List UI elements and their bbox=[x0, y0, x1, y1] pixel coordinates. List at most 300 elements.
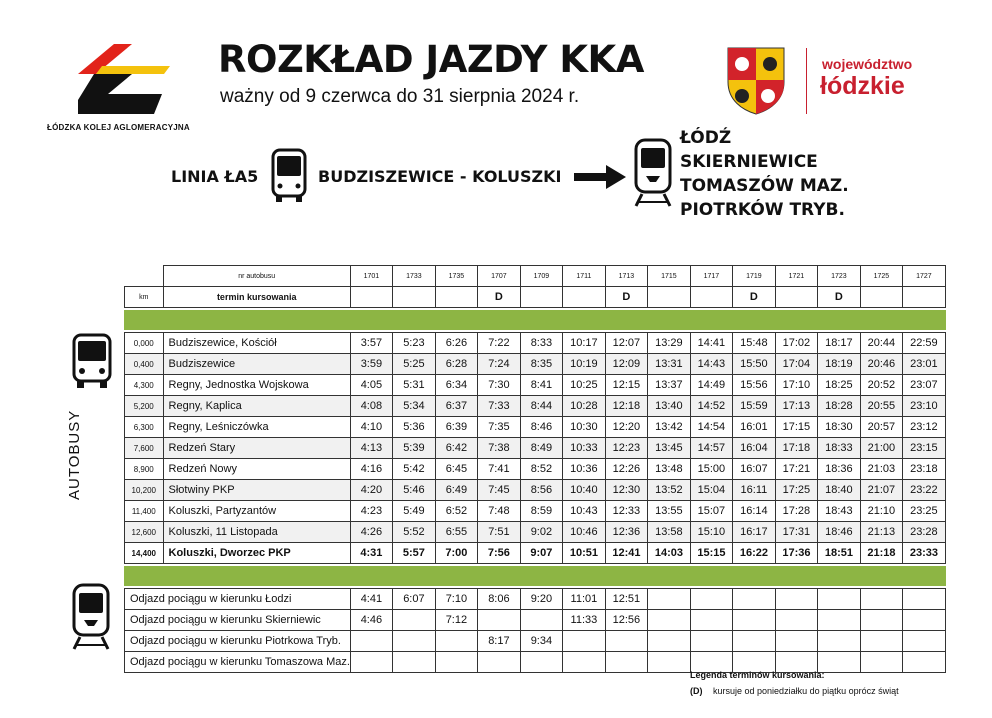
time-cell: 18:46 bbox=[817, 522, 860, 543]
time-cell: 4:23 bbox=[350, 501, 392, 522]
time-cell: 16:14 bbox=[732, 501, 775, 522]
coat-of-arms-icon bbox=[726, 46, 786, 116]
time-cell: 5:36 bbox=[392, 417, 435, 438]
stop-row bbox=[125, 438, 946, 459]
time-cell: 4:08 bbox=[350, 396, 392, 417]
train-time-cell bbox=[690, 631, 732, 652]
green-divider bbox=[125, 311, 946, 330]
train-time-cell bbox=[817, 610, 860, 631]
time-cell: 7:56 bbox=[477, 543, 520, 564]
bus-number: 1713 bbox=[605, 266, 647, 287]
time-cell: 9:02 bbox=[520, 522, 562, 543]
train-time-cell: 8:17 bbox=[477, 631, 520, 652]
time-cell: 8:33 bbox=[520, 333, 562, 354]
km-cell: 11,400 bbox=[125, 501, 164, 522]
km-cell: 6,300 bbox=[125, 417, 164, 438]
timetable bbox=[124, 265, 946, 673]
time-cell: 15:50 bbox=[732, 354, 775, 375]
time-cell: 21:13 bbox=[860, 522, 902, 543]
stop-row bbox=[125, 375, 946, 396]
km-cell: 10,200 bbox=[125, 480, 164, 501]
train-time-cell bbox=[647, 589, 690, 610]
time-cell: 6:45 bbox=[435, 459, 477, 480]
time-cell: 23:12 bbox=[902, 417, 945, 438]
time-cell: 8:59 bbox=[520, 501, 562, 522]
section-label-buses: AUTOBUSY bbox=[66, 409, 83, 500]
time-cell: 8:56 bbox=[520, 480, 562, 501]
divider-top bbox=[125, 311, 946, 330]
time-cell: 21:07 bbox=[860, 480, 902, 501]
bus-number: 1723 bbox=[817, 266, 860, 287]
legend-code: (D) bbox=[690, 686, 703, 696]
train-direction: Odjazd pociągu w kierunku Łodzi bbox=[125, 589, 351, 610]
time-cell: 18:28 bbox=[817, 396, 860, 417]
time-cell: 6:42 bbox=[435, 438, 477, 459]
time-cell: 16:22 bbox=[732, 543, 775, 564]
time-cell: 13:42 bbox=[647, 417, 690, 438]
time-cell: 23:10 bbox=[902, 396, 945, 417]
stop-name: Redzeń Stary bbox=[163, 438, 350, 459]
term-cell: D bbox=[477, 287, 520, 308]
time-cell: 8:35 bbox=[520, 354, 562, 375]
time-cell: 23:18 bbox=[902, 459, 945, 480]
stop-row bbox=[125, 396, 946, 417]
train-time-cell bbox=[690, 589, 732, 610]
time-cell: 15:59 bbox=[732, 396, 775, 417]
train-time-cell bbox=[817, 589, 860, 610]
time-cell: 21:00 bbox=[860, 438, 902, 459]
time-cell: 10:36 bbox=[562, 459, 605, 480]
time-cell: 4:05 bbox=[350, 375, 392, 396]
train-time-cell bbox=[732, 631, 775, 652]
time-cell: 16:07 bbox=[732, 459, 775, 480]
time-cell: 15:07 bbox=[690, 501, 732, 522]
km-cell: 0,000 bbox=[125, 333, 164, 354]
time-cell: 13:37 bbox=[647, 375, 690, 396]
time-cell: 21:03 bbox=[860, 459, 902, 480]
train-time-cell bbox=[435, 652, 477, 673]
time-cell: 17:21 bbox=[775, 459, 817, 480]
km-cell: 14,400 bbox=[125, 543, 164, 564]
time-cell: 15:56 bbox=[732, 375, 775, 396]
term-cell bbox=[392, 287, 435, 308]
time-cell: 12:09 bbox=[605, 354, 647, 375]
stop-row bbox=[125, 501, 946, 522]
time-cell: 12:30 bbox=[605, 480, 647, 501]
train-time-cell bbox=[860, 631, 902, 652]
bus-number: 1727 bbox=[902, 266, 945, 287]
time-cell: 3:57 bbox=[350, 333, 392, 354]
term-cell bbox=[647, 287, 690, 308]
time-cell: 13:58 bbox=[647, 522, 690, 543]
time-cell: 23:07 bbox=[902, 375, 945, 396]
bus-side-icon bbox=[70, 333, 114, 391]
train-time-cell bbox=[902, 610, 945, 631]
bus-number: 1719 bbox=[732, 266, 775, 287]
time-cell: 6:55 bbox=[435, 522, 477, 543]
term-cell bbox=[435, 287, 477, 308]
stop-row bbox=[125, 480, 946, 501]
destination-item: ŁÓDŹ bbox=[680, 128, 732, 148]
train-time-cell bbox=[435, 631, 477, 652]
legend-title: Legenda terminów kursowania: bbox=[690, 670, 825, 680]
time-cell: 10:51 bbox=[562, 543, 605, 564]
time-cell: 20:46 bbox=[860, 354, 902, 375]
train-time-cell: 6:07 bbox=[392, 589, 435, 610]
stop-name: Budziszewice, Kościół bbox=[163, 333, 350, 354]
stop-name: Regny, Jednostka Wojskowa bbox=[163, 375, 350, 396]
time-cell: 10:19 bbox=[562, 354, 605, 375]
time-cell: 14:43 bbox=[690, 354, 732, 375]
train-time-cell bbox=[775, 610, 817, 631]
time-cell: 7:38 bbox=[477, 438, 520, 459]
time-cell: 20:55 bbox=[860, 396, 902, 417]
train-time-cell bbox=[520, 610, 562, 631]
time-cell: 4:31 bbox=[350, 543, 392, 564]
train-icon bbox=[632, 138, 674, 208]
bus-number: 1735 bbox=[435, 266, 477, 287]
train-time-cell bbox=[647, 610, 690, 631]
time-cell: 10:25 bbox=[562, 375, 605, 396]
km-cell: 7,600 bbox=[125, 438, 164, 459]
train-time-cell bbox=[647, 631, 690, 652]
time-cell: 23:33 bbox=[902, 543, 945, 564]
time-cell: 8:49 bbox=[520, 438, 562, 459]
stop-name: Regny, Leśniczówka bbox=[163, 417, 350, 438]
time-cell: 17:18 bbox=[775, 438, 817, 459]
arrow-right-icon bbox=[574, 165, 626, 189]
time-cell: 7:33 bbox=[477, 396, 520, 417]
train-direction: Odjazd pociągu w kierunku Piotrkowa Tryb. bbox=[125, 631, 351, 652]
time-cell: 10:17 bbox=[562, 333, 605, 354]
time-cell: 23:22 bbox=[902, 480, 945, 501]
time-cell: 18:33 bbox=[817, 438, 860, 459]
train-time-cell: 11:01 bbox=[562, 589, 605, 610]
time-cell: 15:48 bbox=[732, 333, 775, 354]
time-cell: 16:04 bbox=[732, 438, 775, 459]
time-cell: 13:52 bbox=[647, 480, 690, 501]
train-time-cell bbox=[775, 589, 817, 610]
time-cell: 5:25 bbox=[392, 354, 435, 375]
logo-caption: ŁÓDZKA KOLEJ AGLOMERACYJNA bbox=[47, 123, 190, 132]
stop-name: Regny, Kaplica bbox=[163, 396, 350, 417]
time-cell: 13:48 bbox=[647, 459, 690, 480]
time-cell: 5:42 bbox=[392, 459, 435, 480]
time-cell: 17:15 bbox=[775, 417, 817, 438]
time-cell: 7:24 bbox=[477, 354, 520, 375]
time-cell: 6:28 bbox=[435, 354, 477, 375]
legend-row bbox=[690, 686, 899, 696]
time-cell: 10:40 bbox=[562, 480, 605, 501]
bus-number: 1707 bbox=[477, 266, 520, 287]
train-time-cell: 9:34 bbox=[520, 631, 562, 652]
train-time-cell bbox=[732, 589, 775, 610]
time-cell: 13:31 bbox=[647, 354, 690, 375]
stop-name: Słotwiny PKP bbox=[163, 480, 350, 501]
term-label: termin kursowania bbox=[163, 287, 350, 308]
stop-row bbox=[125, 543, 946, 564]
train-time-cell bbox=[817, 631, 860, 652]
train-time-cell bbox=[902, 652, 945, 673]
term-cell bbox=[520, 287, 562, 308]
bus-number: 1725 bbox=[860, 266, 902, 287]
km-cell: 4,300 bbox=[125, 375, 164, 396]
km-cell: 8,900 bbox=[125, 459, 164, 480]
page-subtitle: ważny od 9 czerwca do 31 sierpnia 2024 r. bbox=[220, 86, 580, 107]
train-row bbox=[125, 589, 946, 610]
train-time-cell bbox=[562, 652, 605, 673]
time-cell: 16:11 bbox=[732, 480, 775, 501]
train-time-cell bbox=[902, 589, 945, 610]
time-cell: 13:45 bbox=[647, 438, 690, 459]
region-name-small: województwo bbox=[822, 56, 913, 72]
train-time-cell bbox=[732, 610, 775, 631]
time-cell: 3:59 bbox=[350, 354, 392, 375]
time-cell: 8:52 bbox=[520, 459, 562, 480]
km-label: km bbox=[125, 287, 164, 308]
time-cell: 21:10 bbox=[860, 501, 902, 522]
train-time-cell bbox=[350, 652, 392, 673]
time-cell: 8:46 bbox=[520, 417, 562, 438]
time-cell: 6:49 bbox=[435, 480, 477, 501]
train-time-cell bbox=[775, 631, 817, 652]
train-time-cell: 12:51 bbox=[605, 589, 647, 610]
train-time-cell: 7:10 bbox=[435, 589, 477, 610]
time-cell: 10:43 bbox=[562, 501, 605, 522]
time-cell: 15:00 bbox=[690, 459, 732, 480]
green-divider bbox=[125, 567, 946, 586]
time-cell: 7:51 bbox=[477, 522, 520, 543]
time-cell: 12:33 bbox=[605, 501, 647, 522]
time-cell: 6:34 bbox=[435, 375, 477, 396]
time-cell: 23:15 bbox=[902, 438, 945, 459]
time-cell: 23:28 bbox=[902, 522, 945, 543]
train-time-cell: 4:41 bbox=[350, 589, 392, 610]
time-cell: 14:41 bbox=[690, 333, 732, 354]
time-cell: 17:25 bbox=[775, 480, 817, 501]
time-cell: 7:30 bbox=[477, 375, 520, 396]
time-cell: 7:00 bbox=[435, 543, 477, 564]
time-cell: 17:10 bbox=[775, 375, 817, 396]
stop-row bbox=[125, 522, 946, 543]
train-time-cell bbox=[860, 589, 902, 610]
km-cell: 12,600 bbox=[125, 522, 164, 543]
time-cell: 4:26 bbox=[350, 522, 392, 543]
term-cell: D bbox=[732, 287, 775, 308]
time-cell: 17:04 bbox=[775, 354, 817, 375]
time-cell: 9:07 bbox=[520, 543, 562, 564]
term-cell bbox=[860, 287, 902, 308]
bus-number: 1701 bbox=[350, 266, 392, 287]
train-time-cell bbox=[562, 631, 605, 652]
destinations bbox=[680, 126, 849, 222]
train-time-cell bbox=[690, 610, 732, 631]
bus-number: 1711 bbox=[562, 266, 605, 287]
stop-name: Koluszki, Dworzec PKP bbox=[163, 543, 350, 564]
stop-row bbox=[125, 459, 946, 480]
stop-name: Koluszki, 11 Listopada bbox=[163, 522, 350, 543]
kka-logo-icon bbox=[74, 44, 174, 116]
legend-text: kursuje od poniedziałku do piątku oprócz świąt bbox=[713, 686, 899, 696]
time-cell: 18:19 bbox=[817, 354, 860, 375]
time-cell: 17:13 bbox=[775, 396, 817, 417]
time-cell: 6:39 bbox=[435, 417, 477, 438]
train-time-cell bbox=[477, 610, 520, 631]
km-cell: 0,400 bbox=[125, 354, 164, 375]
term-cell: D bbox=[817, 287, 860, 308]
train-time-cell bbox=[392, 652, 435, 673]
time-cell: 6:37 bbox=[435, 396, 477, 417]
train-time-cell bbox=[605, 631, 647, 652]
train-direction: Odjazd pociągu w kierunku Skierniewic bbox=[125, 610, 351, 631]
time-cell: 18:36 bbox=[817, 459, 860, 480]
time-cell: 17:02 bbox=[775, 333, 817, 354]
term-cell bbox=[902, 287, 945, 308]
header-row-terms bbox=[125, 287, 946, 308]
time-cell: 15:04 bbox=[690, 480, 732, 501]
time-cell: 8:41 bbox=[520, 375, 562, 396]
time-cell: 12:18 bbox=[605, 396, 647, 417]
time-cell: 5:49 bbox=[392, 501, 435, 522]
time-cell: 4:13 bbox=[350, 438, 392, 459]
time-cell: 7:41 bbox=[477, 459, 520, 480]
time-cell: 17:36 bbox=[775, 543, 817, 564]
time-cell: 18:17 bbox=[817, 333, 860, 354]
train-side-icon bbox=[70, 583, 112, 651]
time-cell: 20:57 bbox=[860, 417, 902, 438]
train-time-cell: 4:46 bbox=[350, 610, 392, 631]
term-cell bbox=[690, 287, 732, 308]
destination-item: PIOTRKÓW TRYB. bbox=[680, 200, 845, 220]
time-cell: 17:28 bbox=[775, 501, 817, 522]
time-cell: 14:03 bbox=[647, 543, 690, 564]
time-cell: 5:57 bbox=[392, 543, 435, 564]
line-label: LINIA ŁA5 bbox=[171, 167, 259, 186]
time-cell: 17:31 bbox=[775, 522, 817, 543]
time-cell: 4:20 bbox=[350, 480, 392, 501]
time-cell: 18:43 bbox=[817, 501, 860, 522]
time-cell: 15:15 bbox=[690, 543, 732, 564]
stop-row bbox=[125, 354, 946, 375]
bus-icon bbox=[270, 148, 308, 204]
time-cell: 13:40 bbox=[647, 396, 690, 417]
time-cell: 13:29 bbox=[647, 333, 690, 354]
term-cell bbox=[562, 287, 605, 308]
term-cell bbox=[775, 287, 817, 308]
time-cell: 12:26 bbox=[605, 459, 647, 480]
time-cell: 23:01 bbox=[902, 354, 945, 375]
time-cell: 20:44 bbox=[860, 333, 902, 354]
time-cell: 20:52 bbox=[860, 375, 902, 396]
header-row-bus-numbers bbox=[125, 266, 946, 287]
train-time-cell bbox=[902, 631, 945, 652]
time-cell: 7:48 bbox=[477, 501, 520, 522]
region-name-big: łódzkie bbox=[820, 72, 905, 100]
train-row bbox=[125, 631, 946, 652]
time-cell: 10:28 bbox=[562, 396, 605, 417]
train-time-cell bbox=[350, 631, 392, 652]
time-cell: 6:52 bbox=[435, 501, 477, 522]
time-cell: 10:30 bbox=[562, 417, 605, 438]
divider-bottom bbox=[125, 567, 946, 586]
time-cell: 14:49 bbox=[690, 375, 732, 396]
page-title: ROZKŁAD JAZDY KKA bbox=[218, 38, 644, 81]
time-cell: 22:59 bbox=[902, 333, 945, 354]
stop-name: Redzeń Nowy bbox=[163, 459, 350, 480]
train-time-cell: 7:12 bbox=[435, 610, 477, 631]
time-cell: 16:17 bbox=[732, 522, 775, 543]
train-time-cell bbox=[477, 652, 520, 673]
time-cell: 12:23 bbox=[605, 438, 647, 459]
stop-row bbox=[125, 417, 946, 438]
time-cell: 18:30 bbox=[817, 417, 860, 438]
train-time-cell: 9:20 bbox=[520, 589, 562, 610]
train-time-cell bbox=[392, 610, 435, 631]
train-time-cell bbox=[860, 610, 902, 631]
train-time-cell bbox=[860, 652, 902, 673]
train-time-cell: 12:56 bbox=[605, 610, 647, 631]
time-cell: 4:10 bbox=[350, 417, 392, 438]
time-cell: 15:10 bbox=[690, 522, 732, 543]
time-cell: 5:52 bbox=[392, 522, 435, 543]
train-time-cell bbox=[605, 652, 647, 673]
time-cell: 18:40 bbox=[817, 480, 860, 501]
time-cell: 12:36 bbox=[605, 522, 647, 543]
time-cell: 5:34 bbox=[392, 396, 435, 417]
time-cell: 4:16 bbox=[350, 459, 392, 480]
stop-name: Koluszki, Partyzantów bbox=[163, 501, 350, 522]
time-cell: 5:39 bbox=[392, 438, 435, 459]
time-cell: 23:25 bbox=[902, 501, 945, 522]
brand-separator bbox=[806, 48, 807, 114]
bus-number: 1721 bbox=[775, 266, 817, 287]
relation-label: BUDZISZEWICE - KOLUSZKI bbox=[318, 167, 562, 186]
bus-number: 1717 bbox=[690, 266, 732, 287]
time-cell: 7:45 bbox=[477, 480, 520, 501]
time-cell: 8:44 bbox=[520, 396, 562, 417]
time-cell: 10:33 bbox=[562, 438, 605, 459]
time-cell: 18:25 bbox=[817, 375, 860, 396]
destination-item: SKIERNIEWICE bbox=[680, 152, 818, 172]
time-cell: 7:22 bbox=[477, 333, 520, 354]
time-cell: 7:35 bbox=[477, 417, 520, 438]
time-cell: 12:07 bbox=[605, 333, 647, 354]
term-cell: D bbox=[605, 287, 647, 308]
stop-row bbox=[125, 333, 946, 354]
time-cell: 12:20 bbox=[605, 417, 647, 438]
time-cell: 6:26 bbox=[435, 333, 477, 354]
train-time-cell: 8:06 bbox=[477, 589, 520, 610]
time-cell: 21:18 bbox=[860, 543, 902, 564]
time-cell: 12:41 bbox=[605, 543, 647, 564]
time-cell: 5:46 bbox=[392, 480, 435, 501]
train-row bbox=[125, 610, 946, 631]
term-cell bbox=[350, 287, 392, 308]
bus-number-label: nr autobusu bbox=[163, 266, 350, 287]
train-time-cell: 11:33 bbox=[562, 610, 605, 631]
time-cell: 18:51 bbox=[817, 543, 860, 564]
time-cell: 13:55 bbox=[647, 501, 690, 522]
bus-number: 1709 bbox=[520, 266, 562, 287]
km-cell: 5,200 bbox=[125, 396, 164, 417]
empty-cell bbox=[125, 266, 164, 287]
bus-number: 1715 bbox=[647, 266, 690, 287]
train-time-cell bbox=[520, 652, 562, 673]
bus-number: 1733 bbox=[392, 266, 435, 287]
stop-name: Budziszewice bbox=[163, 354, 350, 375]
train-time-cell bbox=[647, 652, 690, 673]
time-cell: 16:01 bbox=[732, 417, 775, 438]
